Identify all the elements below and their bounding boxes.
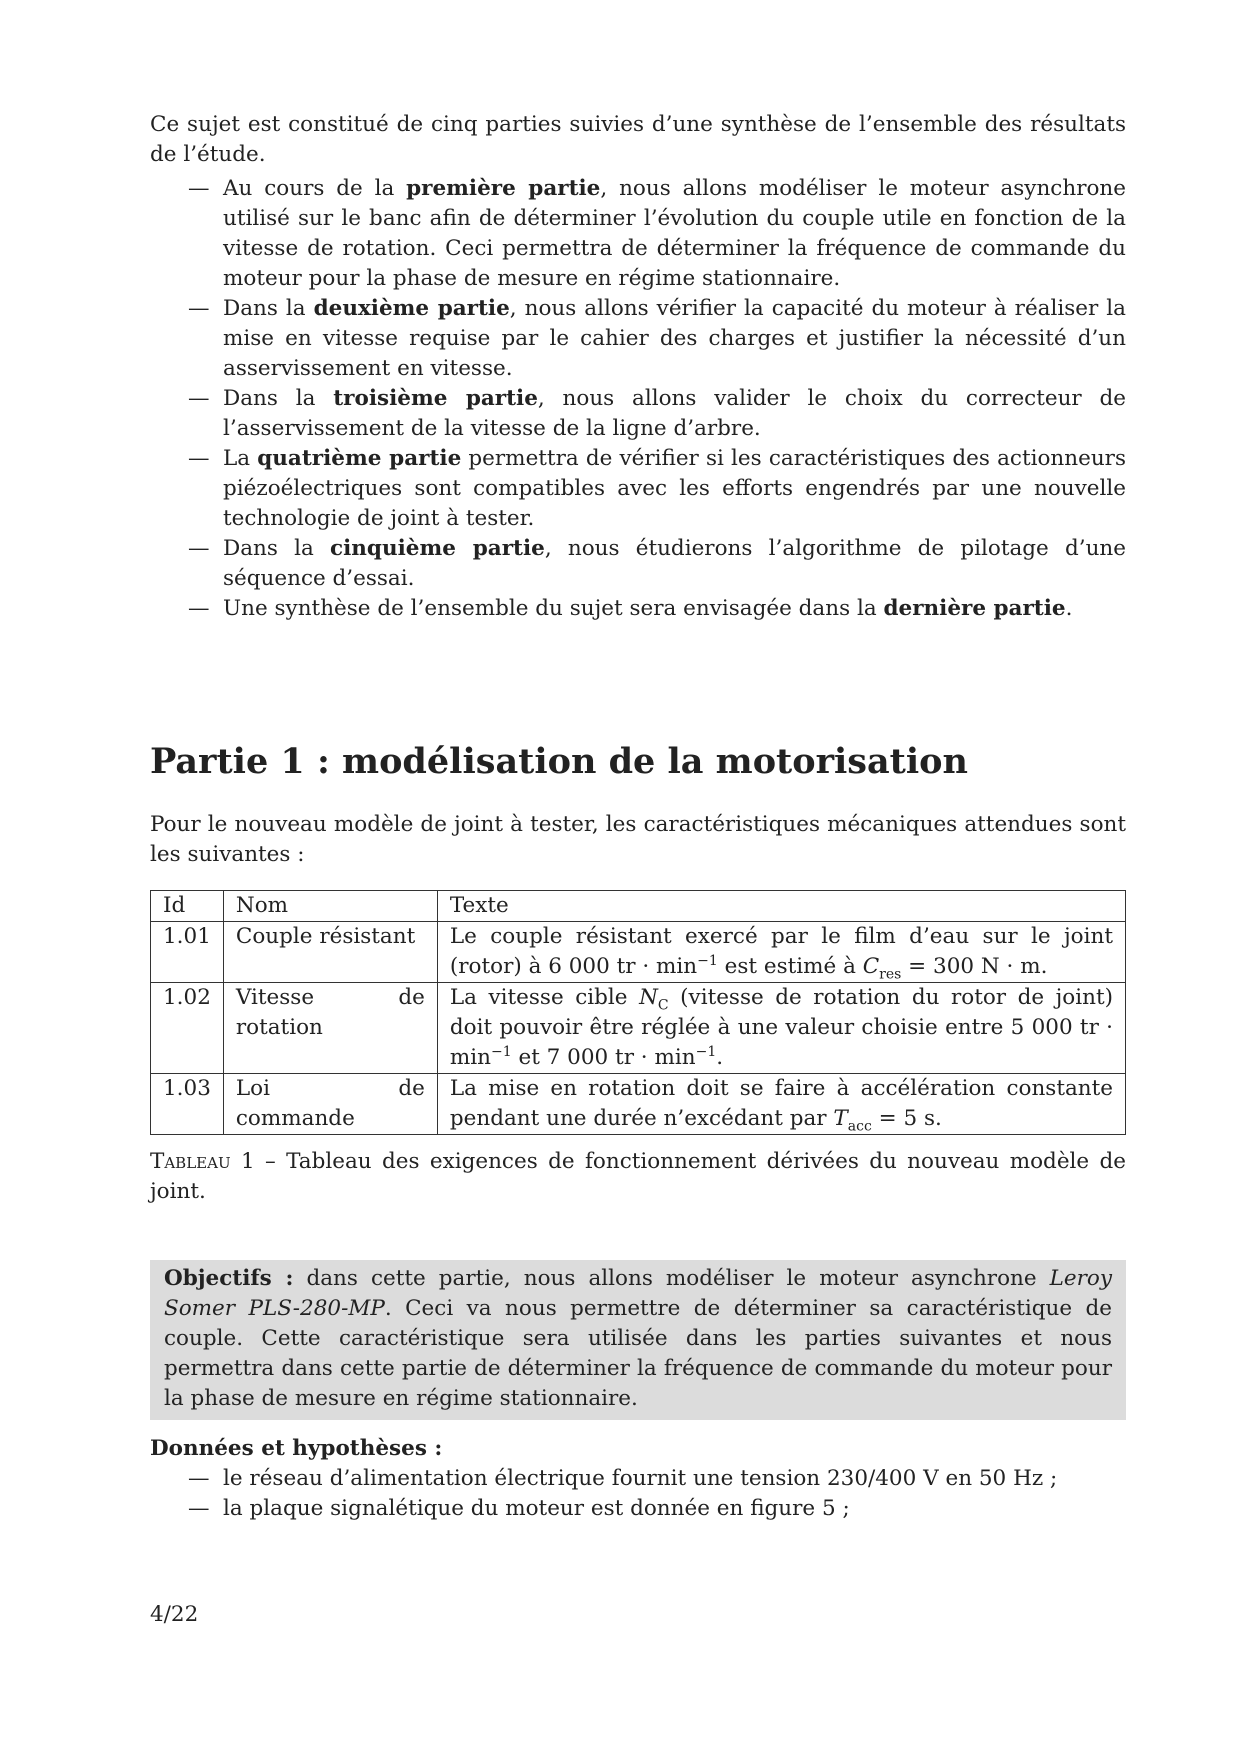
table-header-row — [151, 891, 1126, 922]
intro-block — [150, 110, 1126, 624]
table-row — [151, 922, 1126, 983]
header-cell: Id — [151, 891, 224, 922]
caption-label: Tableau 1 — [150, 1149, 255, 1174]
cell-texte: La mise en rotation doit se faire à accélération constante pendant une durée n’excédant par $T_{acc} = 5$ s. — [437, 1074, 1125, 1135]
cell-id: 1.03 — [151, 1074, 224, 1135]
requirements-table-wrap — [150, 890, 1126, 1135]
list-item: — Au cours de la première partie, nous allons modéliser le moteur asynchrone utilisé sur le banc afin de déterminer l’évolution du couple utile en fonction de la vitesse de rotation. Ceci permettra de déterminer la fréquence de commande du moteur pour la phase de mesure en régime stationnaire. — [150, 174, 1126, 294]
section-lead: Pour le nouveau modèle de joint à tester, les caractéristiques mécaniques attendues sont les suivantes : — [150, 812, 1126, 867]
page-number: 4/22 — [150, 1602, 199, 1627]
section-title: Partie 1 : modélisation de la motorisation — [150, 741, 968, 782]
caption-text: – Tableau des exigences de fonctionnement dérivées du nouveau modèle de joint. — [150, 1149, 1126, 1204]
cell-id: 1.01 — [151, 922, 224, 983]
list-item: — Dans la cinquième partie, nous étudierons l’algorithme de pilotage d’une séquence d’essai. — [150, 534, 1126, 594]
list-item: — Dans la deuxième partie, nous allons vérifier la capacité du moteur à réaliser la mise en vitesse requise par le cahier des charges et justifier la nécessité d’un asservissement en vitesse. — [150, 294, 1126, 384]
table-row — [151, 1074, 1126, 1135]
intro-paragraph: Ce sujet est constitué de cinq parties suivies d’une synthèse de l’ensemble des résultats de l’étude. — [150, 112, 1126, 167]
list-item: — la plaque signalétique du moteur est donnée en figure 5 ; — [150, 1494, 1126, 1524]
parts-list — [150, 174, 1126, 624]
cell-nom: Vitesse de rotation — [223, 983, 437, 1074]
cell-nom: Couple résistant — [223, 922, 437, 983]
objectives-box: Objectifs : dans cette partie, nous allons modéliser le moteur asynchrone Leroy Somer PLS-280-MP. Ceci va nous permettre de déterminer sa caractéristique de couple. Cette caractéristique sera utilisée dans les parties suivantes et nous permettra dans cette partie de déterminer la fréquence de commande du moteur pour la phase de mesure en régime stationnaire. — [150, 1260, 1126, 1420]
objectives-label: Objectifs : — [164, 1266, 294, 1291]
table-caption — [150, 1147, 1126, 1207]
header-cell: Nom — [223, 891, 437, 922]
list-item: — le réseau d’alimentation électrique fournit une tension 230/400 V en 50 Hz ; — [150, 1464, 1126, 1494]
data-title: Données et hypothèses : — [150, 1436, 443, 1461]
requirements-table — [150, 890, 1126, 1135]
list-item: — La quatrième partie permettra de vérifier si les caractéristiques des actionneurs piézoélectriques sont compatibles avec les efforts engendrés par une nouvelle technologie de joint à tester. — [150, 444, 1126, 534]
data-hypotheses — [150, 1434, 1126, 1524]
table-row — [151, 983, 1126, 1074]
header-cell: Texte — [437, 891, 1125, 922]
list-item: — Dans la troisième partie, nous allons valider le choix du correcteur de l’asservissement de la vitesse de la ligne d’arbre. — [150, 384, 1126, 444]
data-list — [150, 1464, 1126, 1524]
motor-model: Leroy Somer PLS-280-MP — [164, 1266, 1113, 1321]
cell-id: 1.02 — [151, 983, 224, 1074]
cell-texte: La vitesse cible $N_C$ (vitesse de rotation du rotor de joint) doit pouvoir être réglée à une valeur choisie entre 5 000 tr · $\min^{-1}$ et 7 000 tr · $\min^{-1}$. — [437, 983, 1125, 1074]
list-item: — Une synthèse de l’ensemble du sujet sera envisagée dans la dernière partie. — [150, 594, 1126, 624]
cell-texte: Le couple résistant exercé par le film d’eau sur le joint (rotor) à 6 000 tr · $\min^{-1}$ est estimé à $C_{res} = 300$ N · m. — [437, 922, 1125, 983]
cell-nom: Loi de commande — [223, 1074, 437, 1135]
